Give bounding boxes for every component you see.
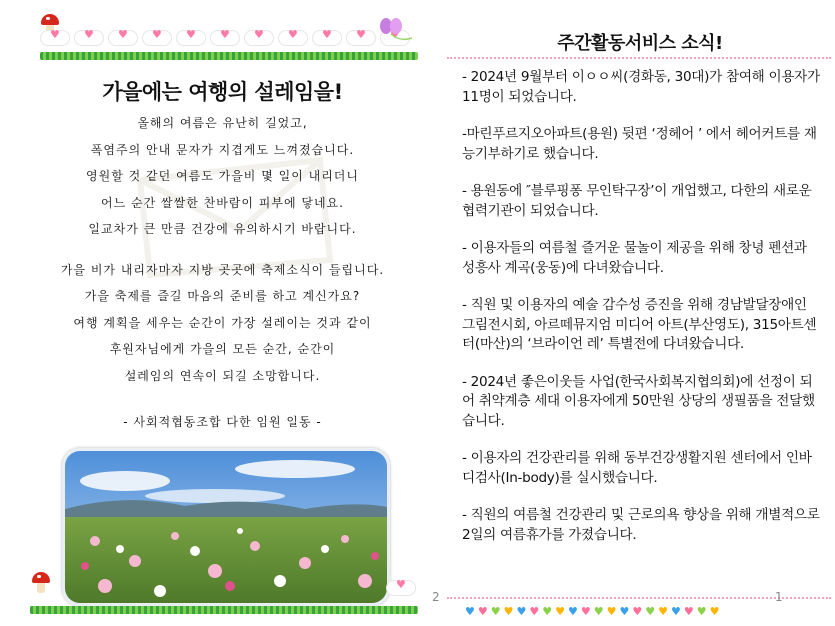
news-item: - 2024년 9월부터 이ㅇㅇ씨(경화동, 30대)가 참여해 이용자가 11명이 되었습니다.	[462, 69, 820, 105]
cloud-heart-icon	[142, 30, 172, 46]
butterfly-icon	[378, 16, 414, 46]
top-divider	[447, 57, 831, 59]
mushroom-icon	[32, 572, 50, 594]
heart-icon: ♥	[568, 605, 578, 618]
cloud-heart-icon	[278, 30, 308, 46]
cloud-heart-icon	[244, 30, 274, 46]
poem-line: 가을 축제를 즐길 마음의 준비를 하고 계신가요?	[84, 289, 361, 303]
poem-line: 설레임의 연속이 되길 소망합니다.	[124, 368, 321, 383]
heart-icon: ♥	[593, 605, 604, 618]
poem-line: 어느 순간 쌀쌀한 찬바람이 피부에 닿네요.	[101, 195, 344, 210]
heart-icon: ♥	[465, 605, 475, 618]
cloud-heart-icon	[312, 30, 342, 46]
page-number: 1	[775, 590, 783, 604]
page-number: 2	[432, 590, 440, 604]
right-page	[445, 0, 835, 626]
heart-row	[465, 606, 720, 617]
news-list	[462, 68, 822, 563]
heart-icon: ♥	[683, 605, 694, 618]
heart-icon: ♥	[606, 605, 617, 618]
heart-icon: ♥	[503, 605, 514, 618]
heart-icon: ♥	[645, 605, 656, 618]
cloud-heart-icon	[346, 30, 376, 46]
cosmos-field-photo	[62, 448, 390, 606]
heart-icon: ♥	[671, 605, 681, 618]
news-item: - 직원 및 이용자의 예술 감수성 증진을 위해 경남발달장애인 그림전시회, 아르떼뮤지엄 미디어 아트(부산영도), 315아트센터(마산)의 ‘브라이언 레’ 특별전에 다녀왔습니다.	[462, 297, 817, 352]
heart-icon: ♥	[516, 605, 527, 618]
poem-line: 가을 비가 내리자마자 지방 곳곳에 축제소식이 들립니다.	[60, 262, 385, 277]
cloud-heart-icon	[108, 30, 138, 46]
news-item: - 이용자의 건강관리를 위해 동부건강생활지원 센터에서 인바디검사(In-body)를 실시했습니다.	[462, 450, 812, 486]
heart-icon: ♥	[696, 605, 707, 618]
news-item: - 이용자들의 여름철 즐거운 물놀이 제공을 위해 창녕 펜션과 성흥사 계곡(웅동)에 다녀왔습니다.	[462, 240, 807, 276]
poem-line: 올해의 여름은 유난히 길었고,	[137, 116, 308, 130]
poem-line: 여행 계획을 세우는 순간이 가장 설레이는 것과 같이	[73, 315, 372, 330]
heart-icon: ♥	[658, 605, 668, 618]
cloud-heart-icon	[74, 30, 104, 46]
news-item: - 2024년 좋은이웃들 사업(한국사회복지협의회)에 선정이 되어 취약계층 세대 이용자에게 50만원 상당의 생필품을 전달했습니다.	[462, 373, 815, 429]
cloud-heart-icon	[40, 30, 70, 46]
cloud-heart-icon	[210, 30, 240, 46]
heart-icon: ♥	[490, 605, 501, 618]
news-item: - 용원동에 ″블루핑퐁 무인탁구장’이 개업했고, 다한의 새로운 협력기관이 되었습니다.	[462, 183, 812, 219]
cloud-heart-strip	[40, 30, 410, 46]
heart-icon: ♥	[709, 605, 720, 618]
poem	[10, 110, 435, 389]
poem-line: 폭염주의 안내 문자가 지겹게도 느껴졌습니다.	[90, 142, 355, 157]
page-title: 주간활동서비스 소식!	[557, 33, 723, 54]
heart-icon: ♥	[555, 605, 565, 618]
heart-icon: ♥	[580, 605, 591, 618]
cloud-heart-icon	[386, 580, 416, 596]
heart-icon: ♥	[632, 605, 643, 618]
news-item: -마린푸르지오아파트(용원) 뒷편 ‘정헤어 ’ 에서 헤어커트를 재능기부하기로 했습니다.	[462, 126, 817, 162]
poem-line: 영원할 것 같던 여름도 가을비 몇 일이 내리더니	[86, 169, 359, 183]
cloud-heart-icon	[176, 30, 206, 46]
poem-line: 일교차가 큰 만큼 건강에 유의하시기 바랍니다.	[88, 222, 357, 236]
heart-icon: ♥	[619, 605, 630, 618]
heart-icon: ♥	[477, 605, 488, 618]
signature: - 사회적협동조합 다한 임원 일동 -	[123, 415, 322, 429]
grass-border-top	[40, 52, 418, 60]
grass-border-bottom	[30, 606, 418, 614]
bottom-divider	[447, 597, 831, 599]
news-item: - 직원의 여름철 건강관리 및 근로의욕 향상을 위해 개별적으로 2일의 여름휴가를 가졌습니다.	[462, 507, 820, 543]
heart-icon: ♥	[529, 605, 540, 618]
poem-line: 후원자님에게 가을의 모든 순간, 순간이	[109, 342, 336, 356]
page-title: 가을에는 여행의 설레임을!	[102, 80, 343, 104]
heart-icon: ♥	[542, 605, 553, 618]
